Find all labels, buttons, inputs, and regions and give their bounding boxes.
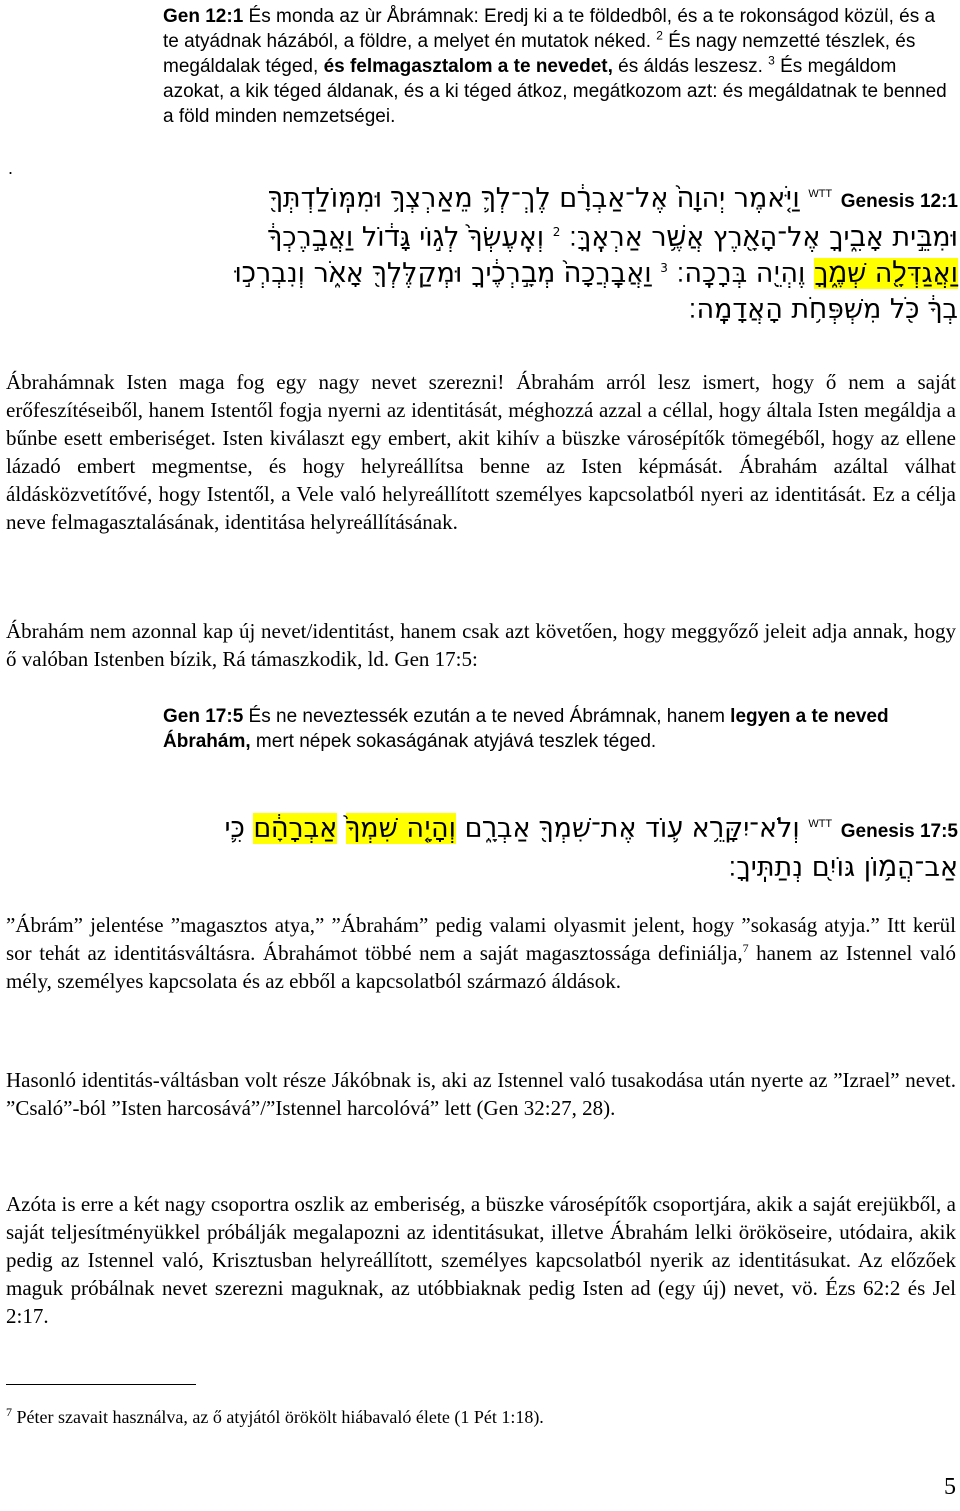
quote-text: és áldás leszesz. [612, 56, 769, 77]
hebrew-text: וֶהְיֵ֖ה בְּרָכָֽה׃ [676, 258, 806, 289]
hebrew-highlighted-text: אַבְרָהָ֔ם [253, 813, 338, 844]
hebrew-ref: Genesis 17:5 [840, 821, 958, 842]
paragraph-text: ”Ábrám” jelentése ”magasztos atya,” ”Ábrahám” pedig valami olyasmit jelent, hogy ”sokaság atyja.” Itt kerül sor tehát az identitásváltásra. Ábrahámot többé nem a saját magasztossága definiálja, [6, 913, 956, 965]
verse-number: 2 [656, 28, 663, 43]
verse-number: 3 [660, 261, 668, 275]
hebrew-ref: Genesis 12:1 [840, 191, 958, 212]
paragraph-4: Hasonló identitás-váltásban volt része Jákóbnak is, aki az Istennel való tusakodása után nyerte az ”Izrael” nevet. ”Csaló”-ból ”Isten harcosává”/”Istennel harcolóvá” lett (Gen 32:27, 28). [6, 1068, 956, 1120]
footnote [6, 1407, 544, 1428]
hebrew-text: וְאֶֽעֶשְׂךָ֙ לְג֣וֹי גָּד֔וֹל [361, 222, 545, 253]
hebrew-highlighted-text: וְהָיָ֤ה שִׁמְךָ֙ [345, 813, 456, 844]
hebrew-text: וַיֹּ֤אמֶר יְהוָה֙ אֶל־אַבְרָ֔ם לֶךְ־לְךָ֛ מֵאַרְצְךָ֥ וּמִמּֽוֹלַדְתְּךָ֖ וּמִבֵּ֣ית אָבִ֑יךָ אֶל־הָאָ֖רֶץ אֲשֶׁ֥ר אַרְאֶֽךָּ׃ [268, 183, 958, 253]
quote-bold-text: és felmagasztalom a te nevedet, [323, 56, 613, 77]
verse-number: 2 [552, 225, 561, 239]
quote-text: mert népek sokaságának atyjává teszlek téged. [250, 731, 657, 752]
footnote-text: Péter szavait használva, az ő atyjától örökölt hiábavaló élete (1 Pét 1:18). [12, 1407, 544, 1427]
footnote-separator [6, 1384, 196, 1385]
hebrew-text: וַאֲבָ֣רֶכְךָ֔ [267, 222, 354, 253]
paragraph-text: hanem az Istennel való mély, személyes kapcsolata és az ebből a kapcsolatból származó áldások. [6, 941, 957, 993]
hebrew-genesis-17-5 [200, 806, 958, 886]
quote-text: És nagy nemzetté tészlek, és megáldalak téged, [163, 31, 916, 77]
hebrew-text: וַאֲבָֽרֲכָה֙ מְבָ֣רְכֶ֔יךָ וּמְקַלֶּלְךָ֖ אָאֹ֑ר וְנִבְרְכ֣וּ בְךָ֔ כֹּ֖ל מִשְׁפְּחֹ֥ת הָאֲדָמָֽה׃ [234, 258, 958, 325]
paragraph-3 [6, 911, 956, 995]
quote-ref: Gen 17:5 [163, 706, 244, 727]
hebrew-text: וְלֹא־יִקָּרֵ֥א ע֛וֹד אֶת־שִׁמְךָ֖ אַבְרָ֑ם [464, 813, 800, 844]
quote-text: És monda az ùr Åbrámnak: Eredj ki a te földedbôl, és a te rokonságod közül, és a te atyádnak házából, a földre, a melyet én mutatok néked. [163, 6, 936, 52]
verse-number: 3 [768, 53, 775, 68]
quote-text: És megáldom azokat, a kik téged áldanak, és a ki téged átkoz, megátkozom azt: és megáldatnak te benned a föld minden nemzetségei. [163, 56, 947, 127]
paragraph-5: Azóta is erre a két nagy csoportra oszlik az emberiség, a büszke városépítők csoportjára, akik a saját erejükből, a saját teljesítményükkel próbálják megalapozni az identitásukat, illetve Ábrahám lelki örököseire, utódaira, akik pedig az Istennel való, Krisztusban helyreállított, személyes kapcsolatból nyerik az identitásukat. Az előzőek maguk próbálnak nevet szerezni maguknak, az utóbbiaknak pedig Isten ad (egy új) nevet, vö. Ézs 62:2 és Jel 2:17. [6, 1192, 956, 1328]
wtt-label: WTT [808, 818, 833, 830]
page-number: 5 [944, 1474, 956, 1500]
paragraph-1: Ábrahámnak Isten maga fog egy nagy nevet szerezni! Ábrahám arról lesz ismert, hogy ő nem a saját erőfeszítéseiből, hanem Istentől fogja nyerni az identitását, méghozzá azzal a céllal, hogy általa Isten megáldja a bűnbe esett emberiséget. Isten kiválaszt egy embert, akit kihív a büszke városépítők tömegéből, hogy az ellene lázadó embert megmentse, és hogy helyreállítsa benne az Isten képmását. Ábrahám azáltal válhat áldásközvetítővé, hogy Istentől, a Vele való helyreállított személyes kapcsolatból nyeri az identitását. Ez a célja neve felmagasztalásának, identitása helyreállításának. [6, 370, 956, 534]
hebrew-highlighted-text: וַאֲגַדְּלָ֖ה שְׁמֶ֑ךָ [814, 258, 958, 289]
footnote-reference[interactable]: 7 [742, 941, 749, 955]
quote-bold-text: legyen a te neved Ábrahám, [163, 706, 889, 752]
wtt-label: WTT [808, 188, 833, 200]
hebrew-genesis-12-1 [200, 176, 958, 328]
footnote-number: 7 [6, 1405, 12, 1419]
quote-gen-17-5 [163, 704, 953, 754]
paragraph-2: Ábrahám nem azonnal kap új nevet/identitást, hanem csak azt követően, hogy meggyőző jeleit adja annak, hogy ő valóban Istenben bízik, Rá támaszkodik, ld. Gen 17:5: [6, 619, 956, 671]
quote-text: És ne neveztessék ezután a te neved Ábrámnak, hanem [243, 706, 731, 727]
quote-ref: Gen 12:1 [163, 6, 244, 27]
quote-gen-12-1 [163, 4, 953, 129]
hebrew-text: כִּ֛י אַב־הֲמ֥וֹן גּוֹיִ֖ם נְתַתִּֽיךָ׃ [224, 813, 958, 883]
stray-dot: . [8, 158, 14, 178]
